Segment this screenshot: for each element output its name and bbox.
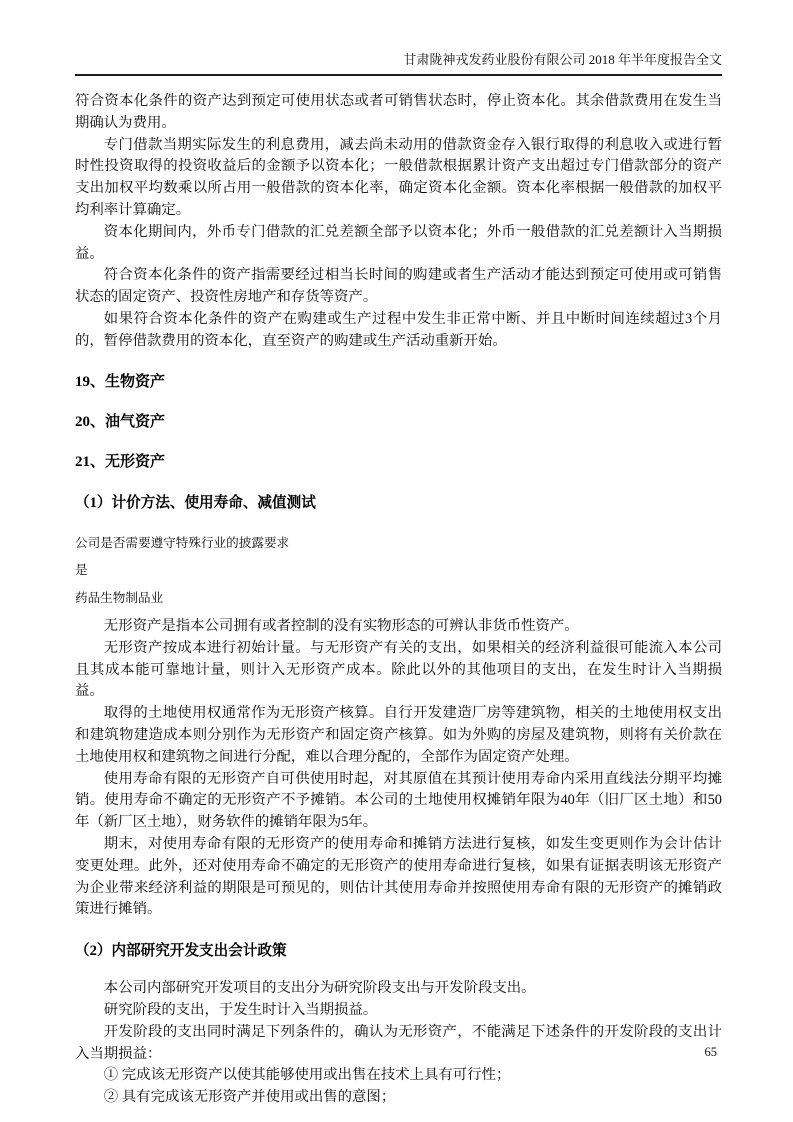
paragraph-qualifying-assets: 符合资本化条件的资产指需要经过相当长时间的购建或者生产活动才能达到预定可使用或可销售状态的固定资产、投资性房地产和存货等资产。 [75, 267, 722, 306]
disclosure-industry: 药品生物制品业 [75, 590, 164, 605]
paragraph-intangible-definition: 无形资产是指本公司拥有或者控制的没有实物形态的可辨认非货币性资产。 [103, 618, 579, 635]
development-condition-2: ② 具有完成该无形资产并使用或出售的意图； [103, 1089, 396, 1106]
special-industry-disclosure [75, 530, 722, 613]
paragraph-rnd-split: 本公司内部研究开发项目的支出分为研究阶段支出与开发阶段支出。 [103, 980, 536, 997]
heading-21-1-valuation-method: （1）计价方法、使用寿命、减值测试 [75, 494, 316, 511]
paragraph-exchange-differences: 资本化期间内，外币专门借款的汇兑差额全部予以资本化；外币一般借款的汇兑差额计入当期损益。 [75, 223, 722, 262]
disclosure-question: 公司是否需要遵守特殊行业的披露要求 [75, 535, 290, 550]
development-condition-1: ① 完成该无形资产以使其能够使用或出售在技术上具有可行性； [103, 1067, 511, 1084]
paragraph-useful-life-review: 期末，对使用寿命有限的无形资产的使用寿命和摊销方法进行复核，如发生变更则作为会计估计变更处理。此外，还对使用寿命不确定的无形资产的使用寿命进行复核，如果有证据表明该无形资产为企业带来经济利益的期限是可预见的，则估计其使用寿命并按照使用寿命有限的无形资产的摊销政策进行摊销。 [75, 836, 722, 918]
page-content [75, 91, 722, 1109]
page-header-title: 甘肃陇神戎发药业股份有限公司 2018 年半年度报告全文 [75, 50, 722, 76]
paragraph-land-use-rights: 取得的土地使用权通常作为无形资产核算。自行开发建造厂房等建筑物，相关的土地使用权支出和建筑物建造成本则分别作为无形资产和固定资产核算。如为外购的房屋及建筑物，则将有关价款在土地使用权和建筑物之间进行分配，难以合理分配的，全部作为固定资产处理。 [75, 705, 722, 765]
paragraph-development-phase: 开发阶段的支出同时满足下列条件的，确认为无形资产，不能满足下述条件的开发阶段的支出计入当期损益： [75, 1023, 722, 1062]
paragraph-suspension: 如果符合资本化条件的资产在购建或生产过程中发生非正常中断、并且中断时间连续超过3个月的，暂停借款费用的资本化，直至资产的购建或生产活动重新开始。 [75, 310, 722, 349]
heading-21-2-rnd-expenditure-policy: （2）内部研究开发支出会计政策 [75, 943, 287, 960]
heading-19-biological-assets: 19、生物资产 [75, 373, 166, 390]
disclosure-answer: 是 [75, 563, 88, 578]
heading-20-oil-gas-assets: 20、油气资产 [75, 413, 166, 430]
paragraph-research-phase: 研究阶段的支出，于发生时计入当期损益。 [103, 1002, 378, 1019]
paragraph-capitalization-stop: 符合资本化条件的资产达到预定可使用状态或者可销售状态时，停止资本化。其余借款费用在发生当期确认为费用。 [75, 93, 722, 131]
heading-21-intangible-assets: 21、无形资产 [75, 453, 166, 470]
paragraph-amortization: 使用寿命有限的无形资产自可供使用时起，对其原值在其预计使用寿命内采用直线法分期平均摊销。使用寿命不确定的无形资产不予摊销。本公司的土地使用权摊销年限为40年（旧厂区土地）和50年（新厂区土地），财务软件的摊销年限为5年。 [75, 770, 722, 831]
page-number: 65 [704, 1045, 717, 1059]
paragraph-specific-borrowings: 专门借款当期实际发生的利息费用，减去尚未动用的借款资金存入银行取得的利息收入或进行暂时性投资取得的投资收益后的金额予以资本化；一般借款根据累计资产支出超过专门借款部分的资产支出加权平均数乘以所占用一般借款的资本化率，确定资本化金额。资本化率根据一般借款的加权平均利率计算确定。 [75, 136, 722, 218]
paragraph-initial-measurement: 无形资产按成本进行初始计量。与无形资产有关的支出，如果相关的经济利益很可能流入本公司且其成本能可靠地计量，则计入无形资产成本。除此以外的其他项目的支出，在发生时计入当期损益。 [75, 639, 722, 700]
